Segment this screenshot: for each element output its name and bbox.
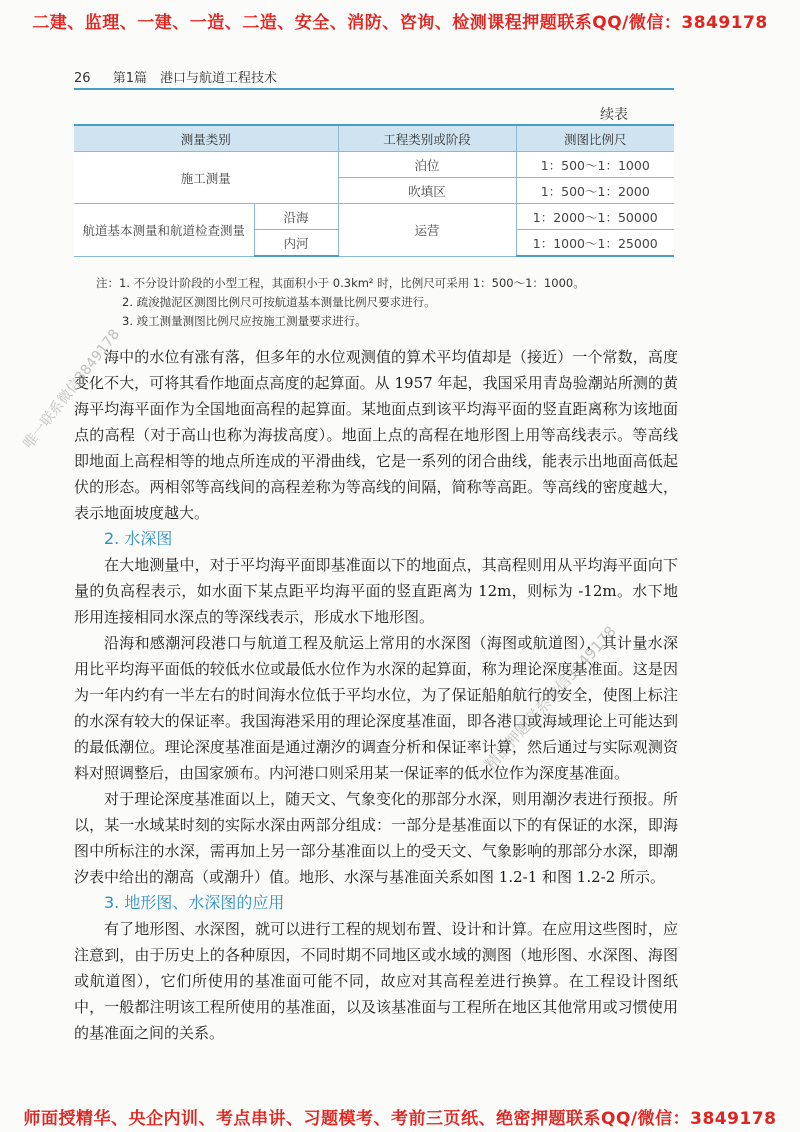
table-continued-label: 续表 <box>600 107 628 123</box>
scale-cell: 1：500～1：1000 <box>516 152 674 178</box>
paragraph: 有了地形图、水深图，就可以进行工程的规划布置、设计和计算。在应用这些图时，应注意到，由于历史上的各种原因，不同时期不同地区或水域的测图（地形图、水深图、海图或航道图），它们所使用的基准面可能不同，故应对其高程差进行换算。在工程设计图纸中，一般都注明该工程所使用的基准面，以及该基准面与工程所在地区其他常用或习惯使用的基准面之间的关系。 <box>74 920 678 1042</box>
table-note: 2. 疏浚抛泥区测图比例尺可按航道基本测量比例尺要求进行。 <box>122 295 436 309</box>
paragraph: 对于理论深度基准面以上，随天文、气象变化的那部分水深，则用潮汐表进行预报。所以，某一水域某时刻的实际水深由两部分组成：一部分是基准面以下的有保证的水深，即海图中所标注的水深，需再加上另一部分基准面以上的受天文、气象影响的那部分水深，即潮汐表中给出的潮高（或潮升）值。地形、水深与基准面关系如图 1.2-1 和图 1.2-2 所示。 <box>74 790 678 886</box>
page-number: 26 <box>74 71 91 86</box>
scale-cell: 1：500～1：2000 <box>516 178 674 204</box>
table-row <box>74 152 674 178</box>
section-heading: 2. 水深图 <box>104 529 173 548</box>
subcategory-cell: 沿海 <box>254 204 338 230</box>
col-header-stage: 工程类别或阶段 <box>338 125 516 152</box>
survey-scale-table <box>74 124 674 257</box>
category-cell: 航道基本测量和航道检查测量 <box>74 204 254 257</box>
chapter-title: 第1篇 港口与航道工程技术 <box>112 71 277 86</box>
section-heading: 3. 地形图、水深图的应用 <box>104 893 285 912</box>
subcategory-cell: 内河 <box>254 230 338 257</box>
table-note: 注：1. 不分设计阶段的小型工程，其面积小于 0.3km² 时，比例尺可采用 1：500～1：1000。 <box>96 276 585 290</box>
watermark-left: 唯一联系微信3849178 <box>20 326 124 452</box>
watermark-right: 精品押题联系微信3849178 <box>481 622 620 774</box>
running-head <box>74 67 277 86</box>
table-notes <box>96 274 585 331</box>
col-header-scale: 测图比例尺 <box>516 125 674 152</box>
stage-cell: 吹填区 <box>338 178 516 204</box>
header-rule <box>74 88 674 90</box>
stage-cell: 运营 <box>338 204 516 257</box>
col-header-category: 测量类别 <box>74 125 338 152</box>
paragraph: 海中的水位有涨有落，但多年的水位观测值的算术平均值却是（接近）一个常数，高度变化不大，可将其看作地面点高度的起算面。从 1957 年起，我国采用青岛验潮站所测的黄海平均海平面作为全国地面高程的起算面。某地面点到该平均海平面的竖直距离称为该地面点的高程（对于高山也称为海拔高度）。地面上点的高程在地形图上用等高线表示。等高线即地面上高程相等的地点所连成的平滑曲线，它是一系列的闭合曲线，能表示出地面高低起伏的形态。两相邻等高线间的高程差称为等高线的间隔，简称等高距。等高线的密度越大，表示地面坡度越大。 <box>74 348 678 522</box>
stage-cell: 泊位 <box>338 152 516 178</box>
paragraph: 沿海和感潮河段港口与航道工程及航运上常用的水深图（海图或航道图），其计量水深用比平均海平面低的较低水位或最低水位作为水深的起算面，称为理论深度基准面。这是因为一年内约有一半左右的时间海水位低于平均水位，为了保证船舶航行的安全，使图上标注的水深有较大的保证率。我国海港采用的理论深度基准面，即各港口或海域理论上可能达到的最低潮位。理论深度基准面是通过潮汐的调查分析和保证率计算，然后通过与实际观测资料对照调整后，由国家颁布。内河港口则采用某一保证率的低水位作为深度基准面。 <box>74 634 678 782</box>
category-cell: 施工测量 <box>74 152 338 204</box>
paragraph: 在大地测量中，对于平均海平面即基准面以下的地面点，其高程则用从平均海平面向下量的负高程表示，如水面下某点距平均海平面的竖直距离为 12m，则标为 -12m。水下地形用连接相同水深点的等深线表示，形成水下地形图。 <box>74 556 678 626</box>
scale-cell: 1：1000～1：25000 <box>516 230 674 257</box>
scale-cell: 1：2000～1：50000 <box>516 204 674 230</box>
body-text <box>74 344 678 1046</box>
bottom-contact-banner: 师面授精华、央企内训、考点串讲、习题模考、考前三页纸、绝密押题联系QQ/微信：3849178 <box>23 1109 777 1129</box>
table-header-row <box>74 125 674 152</box>
top-contact-banner: 二建、监理、一建、一造、二造、安全、消防、咨询、检测课程押题联系QQ/微信：3849178 <box>32 13 768 33</box>
table-note: 3. 竣工测量测图比例尺应按施工测量要求进行。 <box>122 314 367 328</box>
table-row <box>74 204 674 230</box>
